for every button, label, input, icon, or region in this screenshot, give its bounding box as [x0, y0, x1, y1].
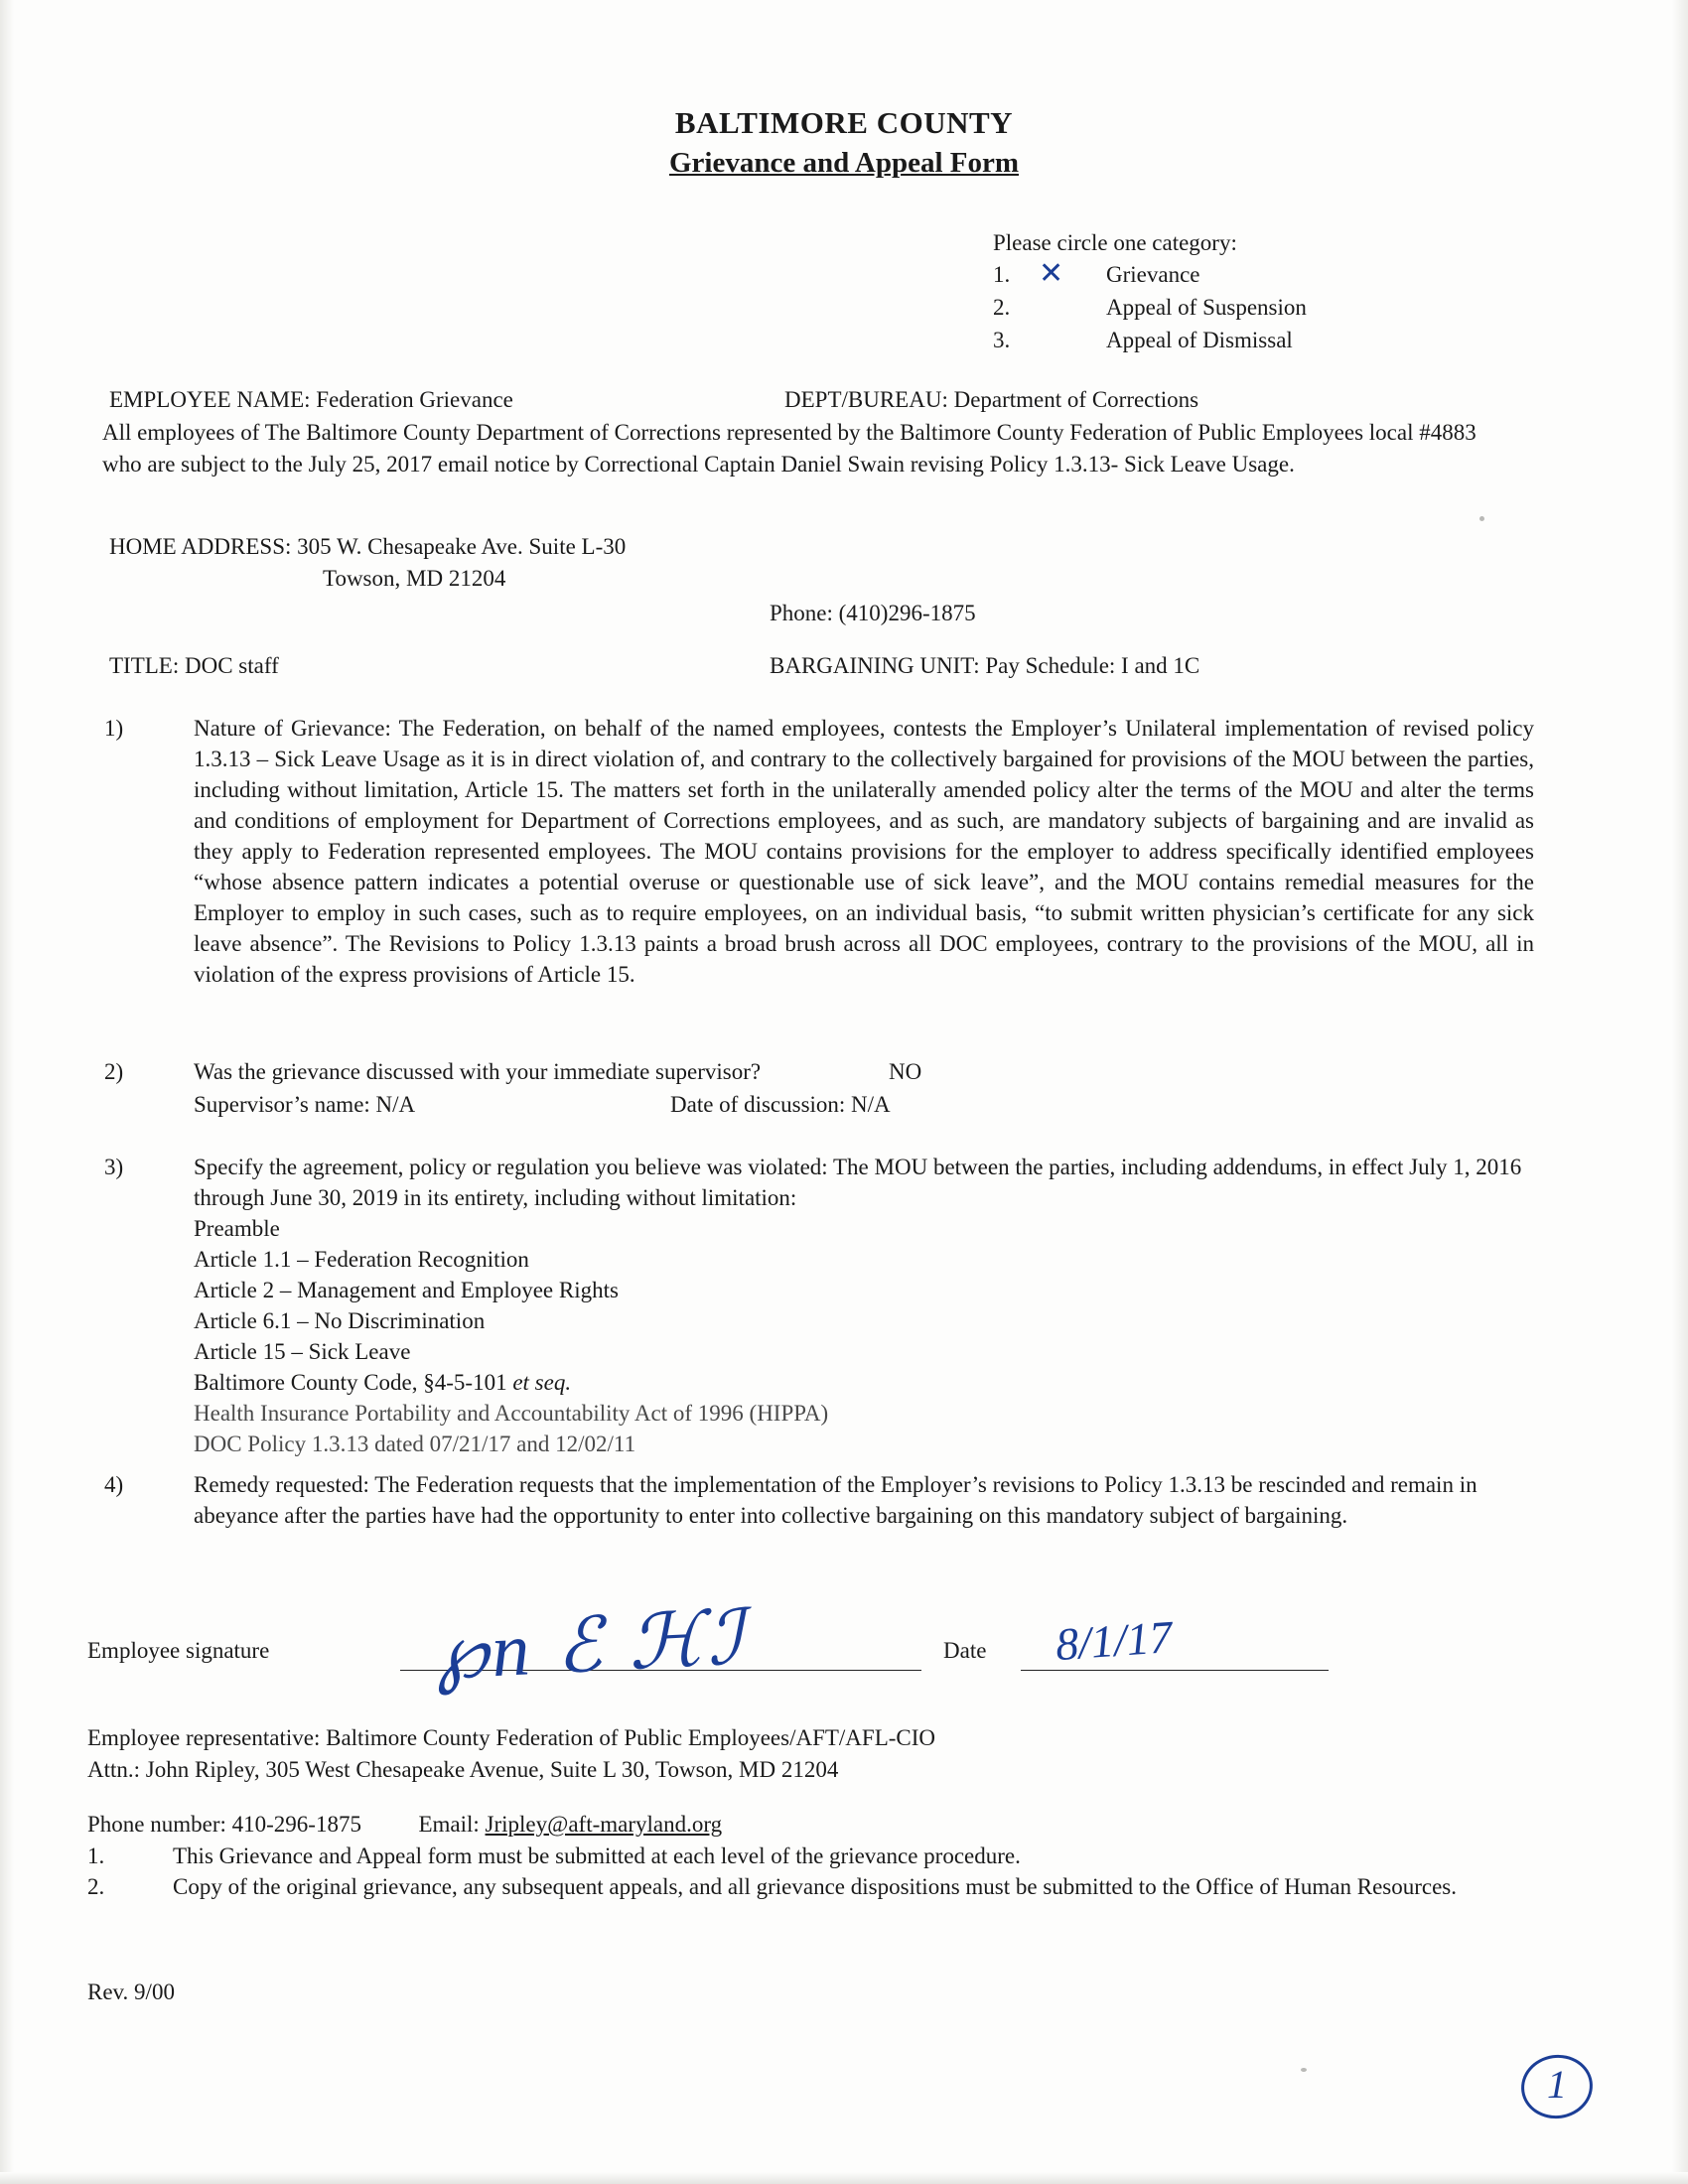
title-label: TITLE: — [109, 653, 180, 678]
code-citation: Baltimore County Code, §4-5-101 — [194, 1370, 513, 1395]
home-address-label: HOME ADDRESS: — [109, 534, 292, 559]
violation-list-item: Article 15 – Sick Leave — [194, 1339, 411, 1364]
category-option-appeal-dismissal[interactable] — [993, 328, 1307, 360]
contact-email-label: Email: — [418, 1812, 480, 1837]
violation-intro: Specify the agreement, policy or regulation you believe was violated: The MOU between the parties, including addendums, in effect July 1, 2016 through June 30, 2019 in its entirety, including without limitation: — [194, 1155, 1522, 1210]
category-selection — [993, 230, 1307, 360]
item-text: Remedy requested: The Federation requests that the implementation of the Employer’s revisions to Policy 1.3.13 be rescinded and remain in abeyance after the parties have had the opportunity to enter into collective bargaining on this mandatory subject of bargaining. — [194, 1472, 1477, 1528]
form-notes — [87, 1841, 1497, 1902]
category-option-appeal-suspension[interactable] — [993, 295, 1307, 328]
scan-speck — [1301, 2068, 1307, 2072]
section-violated-provisions — [104, 1152, 1544, 1459]
section-nature-of-grievance — [104, 713, 1534, 990]
contact-phone: Phone number: 410-296-1875 — [87, 1812, 361, 1837]
representative-line-1: Employee representative: Baltimore County Federation of Public Employees/AFT/AFL-CIO — [87, 1725, 936, 1750]
bargaining-unit-value: Pay Schedule: I and 1C — [985, 653, 1200, 678]
dept-bureau-field — [784, 387, 1198, 413]
page-subtitle: Grievance and Appeal Form — [668, 147, 1019, 179]
discussion-date: Date of discussion: N/A — [670, 1092, 891, 1117]
note-text: This Grievance and Appeal form must be submitted at each level of the grievance procedure. — [173, 1843, 1021, 1868]
note-item — [87, 1871, 1497, 1902]
code-citation-italic: et seq. — [512, 1370, 572, 1395]
home-address-line2: Towson, MD 21204 — [323, 566, 506, 591]
category-option-label: Appeal of Dismissal — [1106, 328, 1293, 352]
title-field — [109, 653, 279, 679]
page-title: BALTIMORE COUNTY — [674, 105, 1014, 140]
employee-name-value: Federation Grievance — [316, 387, 513, 412]
employee-name-field — [109, 387, 513, 413]
hippa-line: Health Insurance Portability and Accountability Act of 1996 (HIPPA) — [194, 1401, 829, 1426]
doc-policy-line: DOC Policy 1.3.13 dated 07/21/17 and 12/02/11 — [194, 1432, 636, 1456]
checkmark-icon: ✕ — [1039, 257, 1064, 290]
dept-bureau-value: Department of Corrections — [953, 387, 1199, 412]
item-number: 1) — [104, 716, 124, 741]
supervisor-answer: NO — [889, 1059, 922, 1084]
employee-signature-label: Employee signature — [87, 1638, 270, 1663]
item-body — [194, 1056, 1395, 1120]
violation-code-line — [194, 1367, 1544, 1398]
title-value: DOC staff — [185, 653, 279, 678]
category-option-grievance[interactable] — [993, 257, 1307, 295]
phone-value: (410)296-1875 — [838, 601, 976, 625]
violation-list-item: Article 6.1 – No Discrimination — [194, 1308, 486, 1333]
item-body — [194, 1152, 1544, 1459]
bargaining-unit-label: BARGAINING UNIT: — [770, 653, 980, 678]
bargaining-unit-field — [770, 653, 1199, 679]
category-option-number: 1. — [993, 262, 1011, 287]
supervisor-name: Supervisor’s name: N/A — [194, 1092, 416, 1117]
item-text: Nature of Grievance: The Federation, on behalf of the named employees, contests the Employer’s Unilateral implementation of revised policy 1.3.13 – Sick Leave Usage as it is in direct violation of, and contrary to the collectively bargained for provisions of the MOU between the parties, including without limitation, Article 15. The matters set forth in the unilaterally amended policy alter the terms of the MOU and alter the terms and conditions of employment for Department of Corrections employees, and as such, are mandatory subjects of bargaining and are invalid as they apply to Federation represented employees. The MOU contains provisions for the employer to address specifically identified employees “whose absence pattern indicates a potential overuse or questionable use of sick leave”, and the MOU contains remedial measures for the Employer to employ in such cases, such as to require employees, on an individual basis, “to submit written physician’s certificate for any sick leave absence”. The Revisions to Policy 1.3.13 paints a broad brush across all DOC employees, contrary to the provisions of the MOU, all in violation of the express provisions of Article 15. — [194, 716, 1534, 987]
phone-field — [770, 601, 976, 626]
representative-line-2: Attn.: John Ripley, 305 West Chesapeake Avenue, Suite L 30, Towson, MD 21204 — [87, 1757, 839, 1782]
category-option-label: Appeal of Suspension — [1106, 295, 1307, 320]
note-text: Copy of the original grievance, any subsequent appeals, and all grievance dispositions must be submitted to the Office of Human Resources. — [173, 1874, 1458, 1899]
violation-list-item: Preamble — [194, 1216, 280, 1241]
home-address-value: 305 W. Chesapeake Ave. Suite L-30 — [297, 534, 627, 559]
revision-note: Rev. 9/00 — [87, 1979, 175, 2004]
category-option-number: 3. — [993, 328, 1011, 352]
section-supervisor-discussion — [104, 1056, 1395, 1120]
document-header — [0, 105, 1688, 180]
dept-bureau-label: DEPT/BUREAU: — [784, 387, 948, 412]
supervisor-detail-row — [194, 1089, 1395, 1120]
phone-label: Phone: — [770, 601, 833, 625]
employee-description: All employees of The Baltimore County Department of Corrections represented by the Baltimore County Federation of Public Employees local #4883 who are subject to the July 25, 2017 email notice by Correctional Captain Daniel Swain revising Policy 1.3.13- Sick Leave Usage. — [102, 420, 1477, 477]
supervisor-question-row — [194, 1056, 1395, 1087]
note-number: 1. — [87, 1843, 105, 1868]
item-number: 2) — [104, 1059, 124, 1084]
employee-name-label: EMPLOYEE NAME: — [109, 387, 311, 412]
handwritten-page-number — [1521, 2055, 1597, 2116]
home-address-field — [109, 534, 626, 560]
note-item — [87, 1841, 1497, 1871]
date-ink: 8/1/17 — [1054, 1610, 1175, 1671]
item-number: 3) — [104, 1155, 124, 1179]
scan-edge-bottom — [0, 2172, 1688, 2184]
contact-block — [87, 1809, 722, 1841]
category-option-label: Grievance — [1106, 262, 1200, 287]
category-prompt: Please circle one category: — [993, 230, 1237, 255]
scan-edge-left — [0, 0, 14, 2184]
page-number-ink: 1 — [1547, 2062, 1567, 2107]
section-remedy-requested — [104, 1469, 1514, 1531]
category-option-number: 2. — [993, 295, 1011, 320]
scan-edge-right — [1672, 0, 1688, 2184]
note-number: 2. — [87, 1874, 105, 1899]
scan-speck — [1479, 516, 1484, 521]
violation-list-item: Article 1.1 – Federation Recognition — [194, 1247, 529, 1272]
date-label: Date — [943, 1638, 987, 1663]
violation-list-item: Article 2 – Management and Employee Rights — [194, 1278, 619, 1302]
item-number: 4) — [104, 1472, 124, 1497]
supervisor-question: Was the grievance discussed with your immediate supervisor? — [194, 1059, 762, 1084]
employee-representative-block — [87, 1722, 935, 1786]
signature-ink: ℘n ℰ ℋℐ — [433, 1595, 749, 1697]
contact-email-link[interactable]: Jripley@aft-maryland.org — [485, 1812, 723, 1837]
